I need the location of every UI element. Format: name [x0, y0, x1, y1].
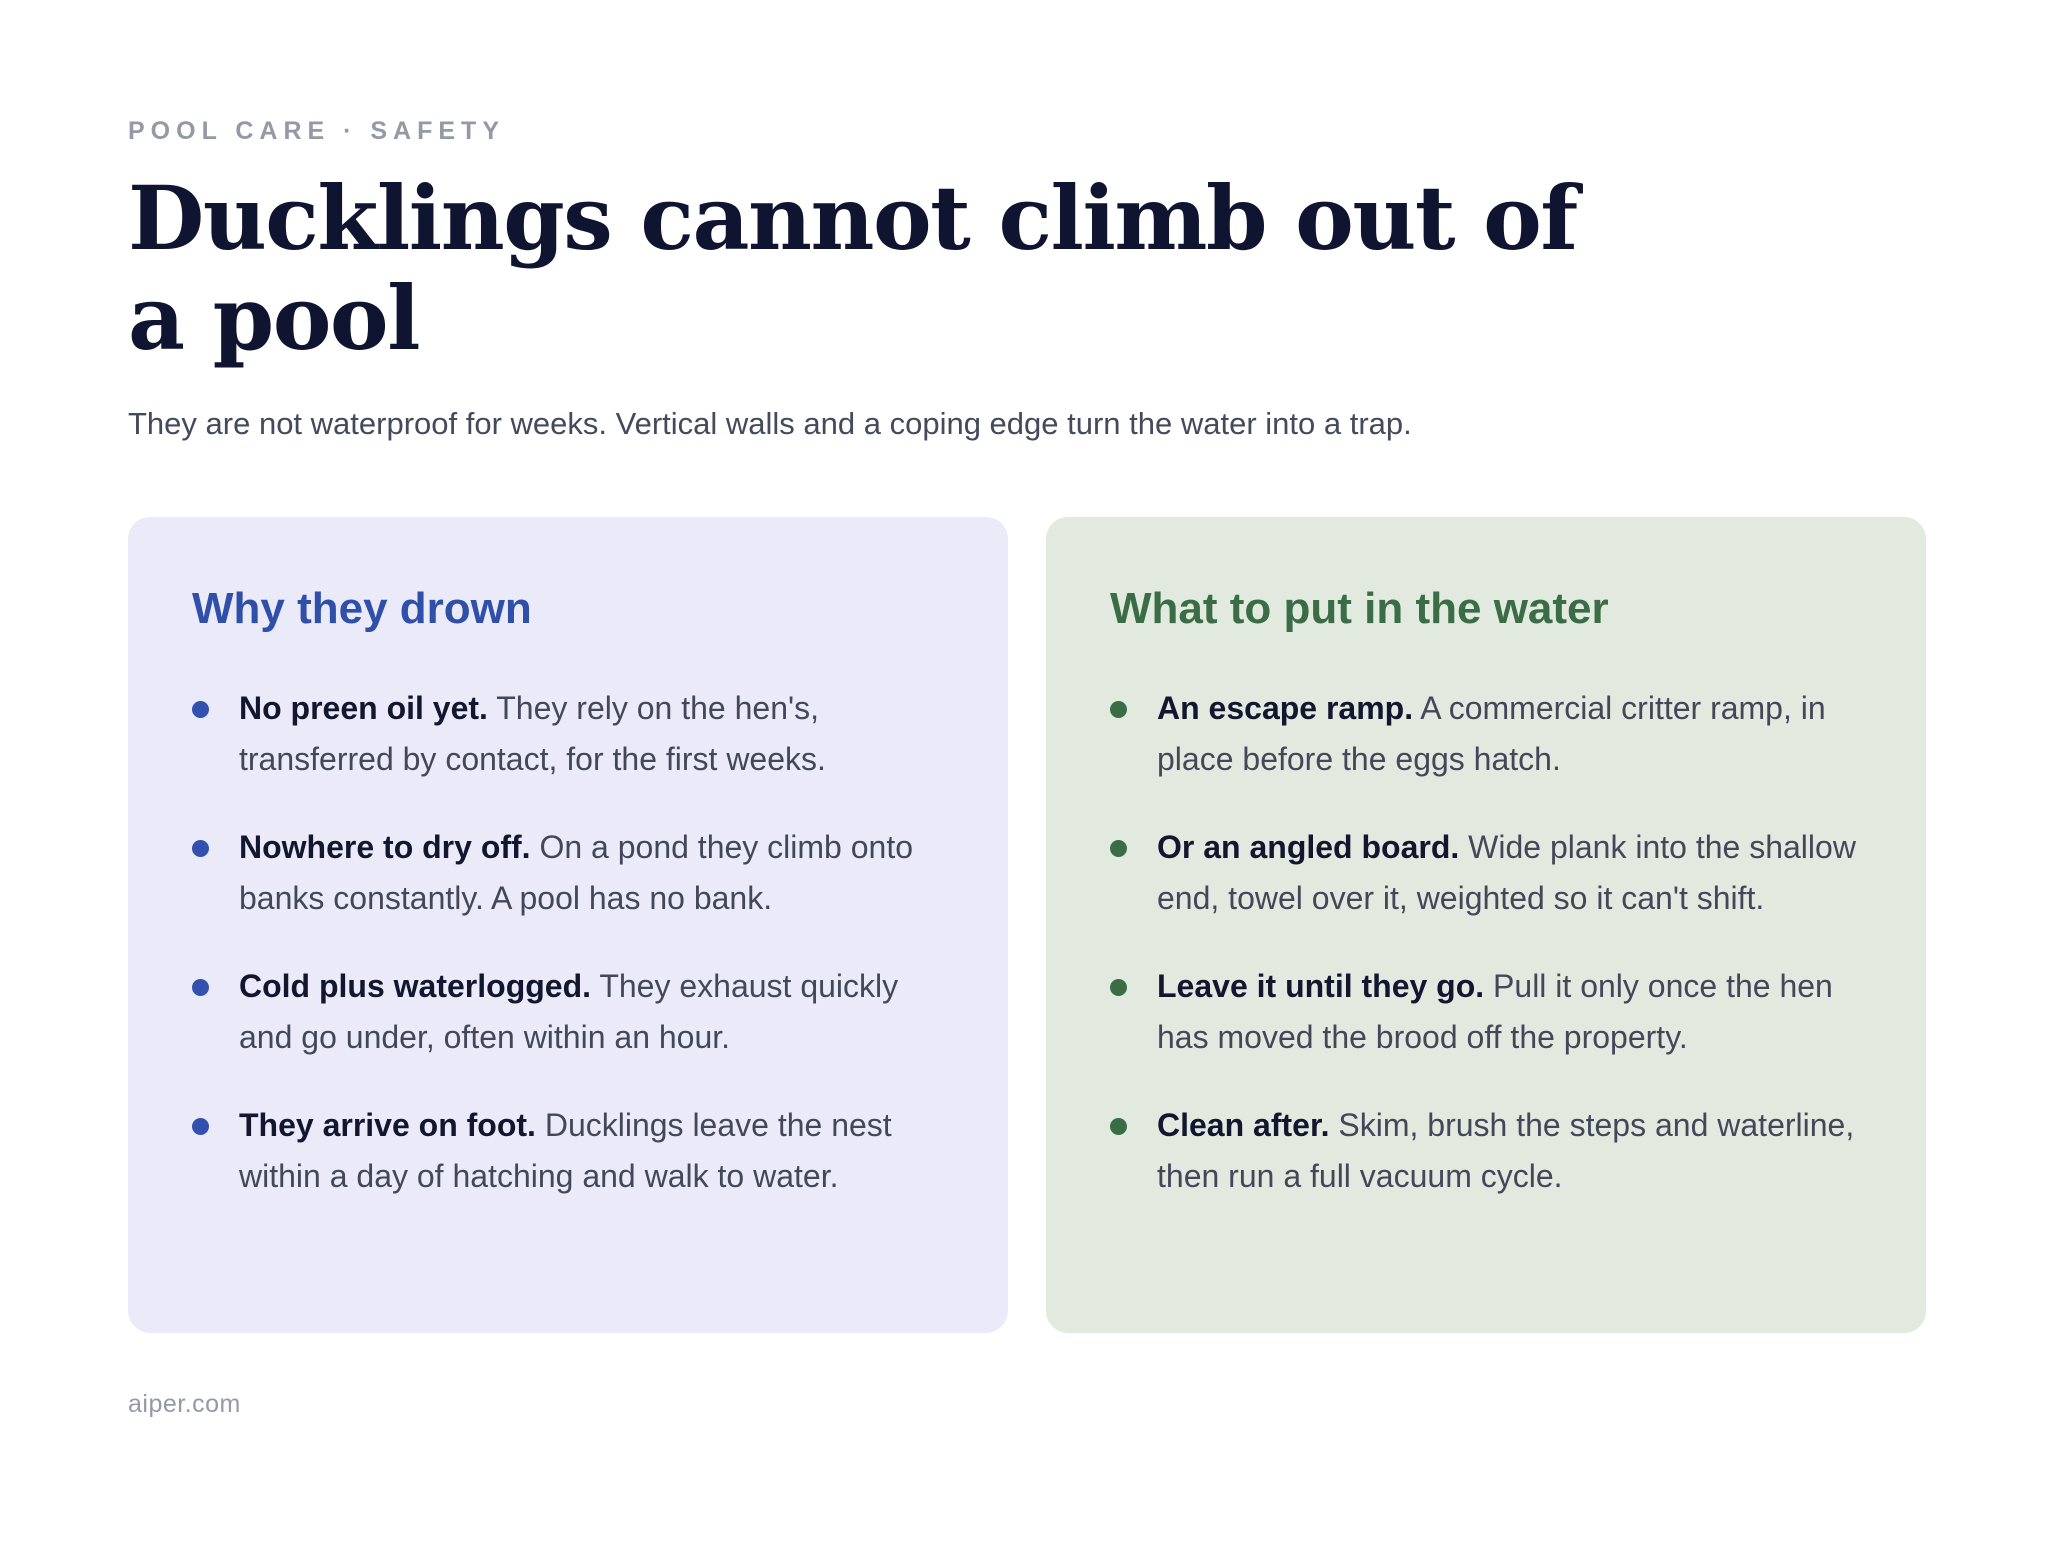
list-item [192, 822, 944, 924]
why-they-drown-card [128, 517, 1008, 1333]
bullet-dot-icon [192, 840, 209, 857]
item-lead: Cold plus waterlogged. [239, 968, 592, 1004]
item-lead: No preen oil yet. [239, 690, 488, 726]
bullet-dot-icon [1110, 840, 1127, 857]
what-to-put-in-water-card [1046, 517, 1926, 1333]
item-text: They exhaust quickly and go under, often within an hour. [239, 968, 899, 1055]
bullet-dot-icon [192, 979, 209, 996]
bullet-dot-icon [1110, 701, 1127, 718]
list-item [192, 683, 944, 785]
item-text: Pull it only once the hen has moved the brood off the property. [1157, 968, 1833, 1055]
eyebrow-category: POOL CARE · SAFETY [128, 117, 506, 145]
item-text: A commercial critter ramp, in place before the eggs hatch. [1157, 690, 1826, 777]
card-heading: What to put in the water [1110, 584, 1609, 633]
item-lead: Leave it until they go. [1157, 968, 1485, 1004]
list-item [1110, 1100, 1862, 1202]
item-text: They rely on the hen's, transferred by contact, for the first weeks. [239, 690, 826, 777]
item-lead: Or an angled board. [1157, 829, 1460, 865]
bullet-dot-icon [1110, 979, 1127, 996]
item-text: Wide plank into the shallow end, towel over it, weighted so it can't shift. [1157, 829, 1856, 916]
list-item [192, 1100, 944, 1202]
item-lead: An escape ramp. [1157, 690, 1414, 726]
item-text: Ducklings leave the nest within a day of hatching and walk to water. [239, 1107, 892, 1194]
list-item [1110, 683, 1862, 785]
item-lead: Nowhere to dry off. [239, 829, 531, 865]
reasons-list [192, 683, 944, 1202]
item-text: On a pond they climb onto banks constantly. A pool has no bank. [239, 829, 914, 916]
bullet-dot-icon [192, 1118, 209, 1135]
list-item [1110, 822, 1862, 924]
list-item [192, 961, 944, 1063]
bullet-dot-icon [192, 701, 209, 718]
solutions-list [1110, 683, 1862, 1202]
item-text: Skim, brush the steps and waterline, then run a full vacuum cycle. [1157, 1107, 1855, 1194]
footer-source: aiper.com [128, 1390, 241, 1418]
page-title: Ducklings cannot climb out of a pool [128, 166, 1577, 370]
list-item [1110, 961, 1862, 1063]
page-subtitle: They are not waterproof for weeks. Vertical walls and a coping edge turn the water into a trap. [128, 406, 1412, 441]
item-lead: Clean after. [1157, 1107, 1330, 1143]
bullet-dot-icon [1110, 1118, 1127, 1135]
item-lead: They arrive on foot. [239, 1107, 536, 1143]
card-heading: Why they drown [192, 584, 532, 633]
